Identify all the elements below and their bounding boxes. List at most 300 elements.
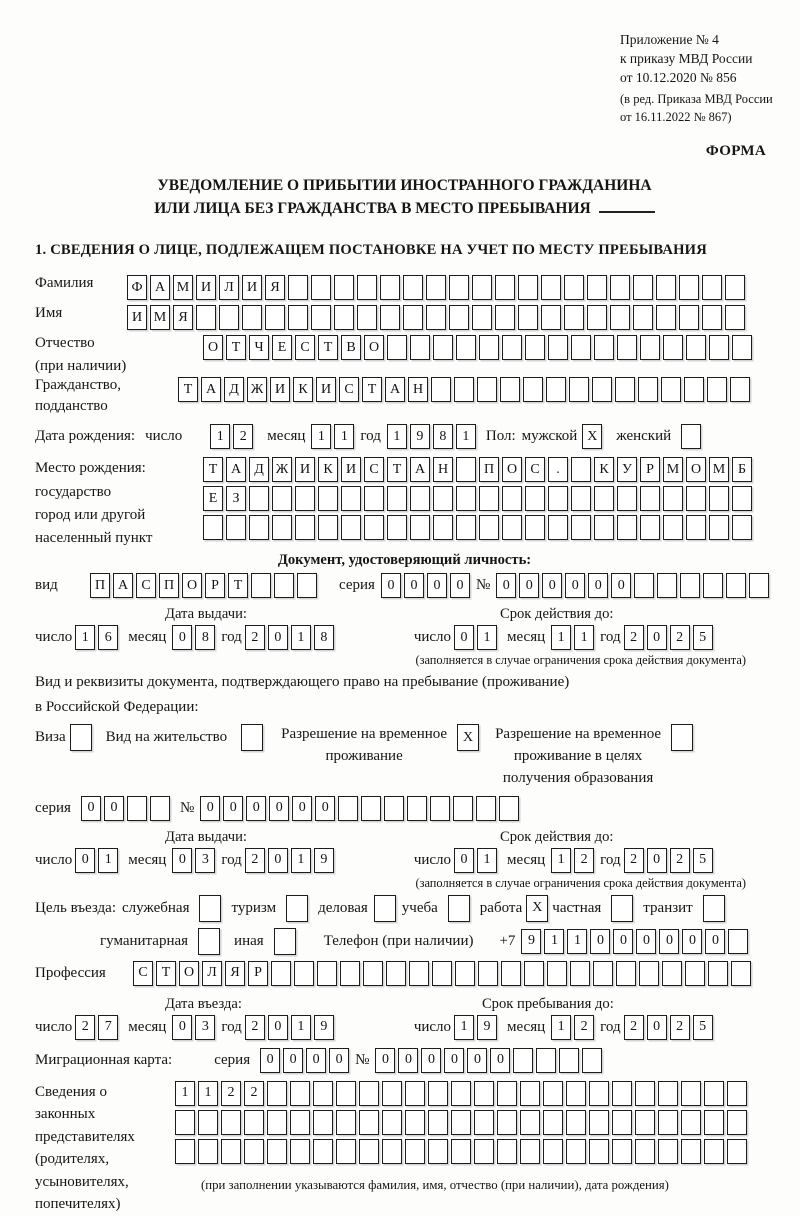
char-cell[interactable]: [433, 515, 453, 540]
char-cell[interactable]: [267, 1110, 287, 1135]
char-cell[interactable]: 7: [98, 1015, 118, 1040]
char-cell[interactable]: 0: [172, 1015, 192, 1040]
char-cell[interactable]: 0: [223, 796, 243, 821]
char-cell[interactable]: [387, 486, 407, 511]
char-cell[interactable]: 1: [98, 848, 118, 873]
char-cell[interactable]: [679, 305, 699, 330]
phone-field[interactable]: [521, 929, 748, 954]
char-cell[interactable]: Т: [362, 377, 382, 402]
char-cell[interactable]: [474, 1110, 494, 1135]
char-cell[interactable]: [430, 796, 450, 821]
char-cell[interactable]: [272, 486, 292, 511]
sex-female-checkbox[interactable]: [681, 424, 701, 449]
char-cell[interactable]: 0: [565, 573, 585, 598]
char-cell[interactable]: [290, 1139, 310, 1164]
char-cell[interactable]: [617, 486, 637, 511]
char-cell[interactable]: [295, 486, 315, 511]
char-cell[interactable]: [203, 515, 223, 540]
char-cell[interactable]: Я: [225, 961, 245, 986]
char-cell[interactable]: [684, 377, 704, 402]
char-cell[interactable]: [594, 486, 614, 511]
char-cell[interactable]: [384, 796, 404, 821]
char-cell[interactable]: [380, 275, 400, 300]
char-cell[interactable]: [663, 515, 683, 540]
char-cell[interactable]: [500, 377, 520, 402]
char-cell[interactable]: [546, 377, 566, 402]
purpose-transit-checkbox[interactable]: [703, 895, 725, 922]
char-cell[interactable]: 0: [268, 625, 288, 650]
char-cell[interactable]: [547, 961, 567, 986]
char-cell[interactable]: [455, 961, 475, 986]
char-cell[interactable]: [221, 1110, 241, 1135]
char-cell[interactable]: А: [226, 457, 246, 482]
char-cell[interactable]: 9: [314, 848, 334, 873]
char-cell[interactable]: [658, 1081, 678, 1106]
char-cell[interactable]: [432, 961, 452, 986]
char-cell[interactable]: [267, 1139, 287, 1164]
char-cell[interactable]: 0: [200, 796, 220, 821]
char-cell[interactable]: [297, 573, 317, 598]
char-cell[interactable]: [175, 1139, 195, 1164]
char-cell[interactable]: Т: [178, 377, 198, 402]
char-cell[interactable]: [726, 573, 746, 598]
identity-series-field[interactable]: [381, 573, 470, 598]
char-cell[interactable]: [410, 335, 430, 360]
char-cell[interactable]: [403, 275, 423, 300]
char-cell[interactable]: 0: [268, 1015, 288, 1040]
residence-series-field[interactable]: [81, 796, 170, 821]
char-cell[interactable]: 5: [693, 1015, 713, 1040]
char-cell[interactable]: [226, 515, 246, 540]
char-cell[interactable]: [290, 1110, 310, 1135]
char-cell[interactable]: [267, 1081, 287, 1106]
char-cell[interactable]: [290, 1081, 310, 1106]
char-cell[interactable]: М: [173, 275, 193, 300]
char-cell[interactable]: [334, 305, 354, 330]
char-cell[interactable]: М: [150, 305, 170, 330]
char-cell[interactable]: [704, 1139, 724, 1164]
char-cell[interactable]: С: [339, 377, 359, 402]
char-cell[interactable]: 1: [544, 929, 564, 954]
char-cell[interactable]: 2: [574, 848, 594, 873]
char-cell[interactable]: Д: [224, 377, 244, 402]
char-cell[interactable]: [707, 377, 727, 402]
identity-issue-day[interactable]: [75, 625, 118, 650]
char-cell[interactable]: Н: [408, 377, 428, 402]
char-cell[interactable]: 0: [172, 625, 192, 650]
char-cell[interactable]: [453, 796, 473, 821]
char-cell[interactable]: О: [182, 573, 202, 598]
char-cell[interactable]: [405, 1139, 425, 1164]
char-cell[interactable]: 0: [246, 796, 266, 821]
char-cell[interactable]: [681, 1081, 701, 1106]
char-cell[interactable]: [589, 1110, 609, 1135]
char-cell[interactable]: [409, 961, 429, 986]
char-cell[interactable]: [497, 1139, 517, 1164]
char-cell[interactable]: 0: [454, 625, 474, 650]
char-cell[interactable]: 1: [311, 424, 331, 449]
char-cell[interactable]: 1: [574, 625, 594, 650]
residence-issue-year[interactable]: [245, 848, 334, 873]
char-cell[interactable]: 0: [306, 1048, 326, 1073]
char-cell[interactable]: [615, 377, 635, 402]
char-cell[interactable]: [709, 335, 729, 360]
edu-permit-checkbox[interactable]: [671, 724, 693, 751]
char-cell[interactable]: [336, 1081, 356, 1106]
residence-valid-month[interactable]: [551, 848, 594, 873]
patronymic-field[interactable]: [203, 335, 752, 360]
birth-place-row1[interactable]: [203, 457, 752, 482]
char-cell[interactable]: П: [90, 573, 110, 598]
char-cell[interactable]: [479, 335, 499, 360]
char-cell[interactable]: 0: [519, 573, 539, 598]
char-cell[interactable]: 2: [245, 1015, 265, 1040]
char-cell[interactable]: О: [203, 335, 223, 360]
char-cell[interactable]: У: [617, 457, 637, 482]
char-cell[interactable]: 0: [444, 1048, 464, 1073]
birth-year-field[interactable]: [387, 424, 476, 449]
stay-until-month[interactable]: [551, 1015, 594, 1040]
char-cell[interactable]: К: [293, 377, 313, 402]
char-cell[interactable]: К: [594, 457, 614, 482]
residence-issue-month[interactable]: [172, 848, 215, 873]
char-cell[interactable]: [454, 377, 474, 402]
char-cell[interactable]: О: [364, 335, 384, 360]
char-cell[interactable]: 8: [195, 625, 215, 650]
identity-kind-field[interactable]: [90, 573, 317, 598]
identity-number-field[interactable]: [496, 573, 769, 598]
char-cell[interactable]: 1: [175, 1081, 195, 1106]
char-cell[interactable]: [635, 1081, 655, 1106]
char-cell[interactable]: [571, 335, 591, 360]
char-cell[interactable]: [403, 305, 423, 330]
char-cell[interactable]: Т: [318, 335, 338, 360]
char-cell[interactable]: [196, 305, 216, 330]
char-cell[interactable]: П: [159, 573, 179, 598]
char-cell[interactable]: [658, 1139, 678, 1164]
char-cell[interactable]: [702, 305, 722, 330]
char-cell[interactable]: С: [136, 573, 156, 598]
char-cell[interactable]: [295, 515, 315, 540]
char-cell[interactable]: 0: [490, 1048, 510, 1073]
char-cell[interactable]: 1: [567, 929, 587, 954]
char-cell[interactable]: [318, 515, 338, 540]
temp-permit-checkbox[interactable]: X: [457, 724, 479, 751]
char-cell[interactable]: [635, 1110, 655, 1135]
char-cell[interactable]: И: [270, 377, 290, 402]
char-cell[interactable]: Н: [433, 457, 453, 482]
char-cell[interactable]: [640, 486, 660, 511]
char-cell[interactable]: [426, 275, 446, 300]
char-cell[interactable]: 0: [268, 848, 288, 873]
char-cell[interactable]: [317, 961, 337, 986]
char-cell[interactable]: [198, 1139, 218, 1164]
char-cell[interactable]: А: [410, 457, 430, 482]
residence-issue-day[interactable]: [75, 848, 118, 873]
char-cell[interactable]: [472, 305, 492, 330]
char-cell[interactable]: [497, 1110, 517, 1135]
char-cell[interactable]: Т: [228, 573, 248, 598]
char-cell[interactable]: Е: [272, 335, 292, 360]
char-cell[interactable]: [617, 335, 637, 360]
char-cell[interactable]: [477, 377, 497, 402]
char-cell[interactable]: [727, 1081, 747, 1106]
char-cell[interactable]: [497, 1081, 517, 1106]
char-cell[interactable]: [479, 486, 499, 511]
char-cell[interactable]: О: [179, 961, 199, 986]
char-cell[interactable]: 2: [221, 1081, 241, 1106]
char-cell[interactable]: Р: [205, 573, 225, 598]
char-cell[interactable]: [703, 573, 723, 598]
char-cell[interactable]: [543, 1081, 563, 1106]
char-cell[interactable]: А: [113, 573, 133, 598]
char-cell[interactable]: [410, 515, 430, 540]
char-cell[interactable]: 0: [659, 929, 679, 954]
char-cell[interactable]: [357, 305, 377, 330]
char-cell[interactable]: С: [133, 961, 153, 986]
char-cell[interactable]: [662, 961, 682, 986]
char-cell[interactable]: [612, 1139, 632, 1164]
char-cell[interactable]: 2: [624, 625, 644, 650]
char-cell[interactable]: [536, 1048, 556, 1073]
char-cell[interactable]: [244, 1110, 264, 1135]
char-cell[interactable]: [474, 1139, 494, 1164]
char-cell[interactable]: [582, 1048, 602, 1073]
char-cell[interactable]: 2: [574, 1015, 594, 1040]
char-cell[interactable]: [336, 1110, 356, 1135]
char-cell[interactable]: [524, 961, 544, 986]
char-cell[interactable]: 0: [292, 796, 312, 821]
migration-series-field[interactable]: [260, 1048, 349, 1073]
char-cell[interactable]: [456, 515, 476, 540]
purpose-other-checkbox[interactable]: [274, 928, 296, 955]
char-cell[interactable]: [340, 961, 360, 986]
char-cell[interactable]: [571, 486, 591, 511]
identity-valid-day[interactable]: [454, 625, 497, 650]
char-cell[interactable]: 2: [233, 424, 253, 449]
char-cell[interactable]: 0: [588, 573, 608, 598]
char-cell[interactable]: [594, 335, 614, 360]
char-cell[interactable]: [265, 305, 285, 330]
char-cell[interactable]: [635, 1139, 655, 1164]
char-cell[interactable]: [594, 515, 614, 540]
char-cell[interactable]: [566, 1110, 586, 1135]
char-cell[interactable]: О: [502, 457, 522, 482]
char-cell[interactable]: [359, 1139, 379, 1164]
char-cell[interactable]: [541, 305, 561, 330]
char-cell[interactable]: 0: [260, 1048, 280, 1073]
char-cell[interactable]: [478, 961, 498, 986]
char-cell[interactable]: [407, 796, 427, 821]
char-cell[interactable]: [749, 573, 769, 598]
char-cell[interactable]: О: [686, 457, 706, 482]
purpose-work-checkbox[interactable]: X: [526, 895, 548, 922]
char-cell[interactable]: [405, 1081, 425, 1106]
char-cell[interactable]: [686, 335, 706, 360]
char-cell[interactable]: [175, 1110, 195, 1135]
identity-issue-year[interactable]: [245, 625, 334, 650]
char-cell[interactable]: 0: [647, 1015, 667, 1040]
purpose-official-checkbox[interactable]: [199, 895, 221, 922]
char-cell[interactable]: А: [385, 377, 405, 402]
char-cell[interactable]: Е: [203, 486, 223, 511]
char-cell[interactable]: [495, 275, 515, 300]
identity-valid-year[interactable]: [624, 625, 713, 650]
firstname-field[interactable]: [127, 305, 745, 330]
char-cell[interactable]: [251, 573, 271, 598]
citizenship-field[interactable]: [178, 377, 750, 402]
char-cell[interactable]: 0: [647, 848, 667, 873]
char-cell[interactable]: 2: [245, 625, 265, 650]
char-cell[interactable]: Я: [265, 275, 285, 300]
char-cell[interactable]: 1: [334, 424, 354, 449]
char-cell[interactable]: 1: [551, 1015, 571, 1040]
char-cell[interactable]: Т: [387, 457, 407, 482]
char-cell[interactable]: [472, 275, 492, 300]
char-cell[interactable]: [610, 275, 630, 300]
char-cell[interactable]: [456, 457, 476, 482]
char-cell[interactable]: 0: [329, 1048, 349, 1073]
representatives-row2[interactable]: [175, 1110, 747, 1135]
char-cell[interactable]: [380, 305, 400, 330]
char-cell[interactable]: 1: [198, 1081, 218, 1106]
char-cell[interactable]: [318, 486, 338, 511]
char-cell[interactable]: [525, 335, 545, 360]
char-cell[interactable]: [405, 1110, 425, 1135]
char-cell[interactable]: [525, 486, 545, 511]
char-cell[interactable]: [428, 1139, 448, 1164]
char-cell[interactable]: Т: [203, 457, 223, 482]
char-cell[interactable]: 0: [647, 625, 667, 650]
char-cell[interactable]: [680, 573, 700, 598]
char-cell[interactable]: З: [226, 486, 246, 511]
char-cell[interactable]: Р: [248, 961, 268, 986]
char-cell[interactable]: [382, 1139, 402, 1164]
entry-year[interactable]: [245, 1015, 334, 1040]
char-cell[interactable]: [271, 961, 291, 986]
char-cell[interactable]: [336, 1139, 356, 1164]
char-cell[interactable]: [661, 377, 681, 402]
char-cell[interactable]: [640, 515, 660, 540]
char-cell[interactable]: 1: [551, 848, 571, 873]
char-cell[interactable]: [334, 275, 354, 300]
char-cell[interactable]: [612, 1081, 632, 1106]
char-cell[interactable]: 0: [81, 796, 101, 821]
char-cell[interactable]: 2: [244, 1081, 264, 1106]
char-cell[interactable]: [704, 1110, 724, 1135]
purpose-tourism-checkbox[interactable]: [286, 895, 308, 922]
char-cell[interactable]: [564, 305, 584, 330]
char-cell[interactable]: И: [127, 305, 147, 330]
char-cell[interactable]: [428, 1081, 448, 1106]
char-cell[interactable]: И: [295, 457, 315, 482]
char-cell[interactable]: 1: [291, 848, 311, 873]
char-cell[interactable]: [543, 1139, 563, 1164]
char-cell[interactable]: 1: [477, 625, 497, 650]
char-cell[interactable]: [663, 335, 683, 360]
char-cell[interactable]: Л: [219, 275, 239, 300]
purpose-humanitarian-checkbox[interactable]: [198, 928, 220, 955]
char-cell[interactable]: 2: [245, 848, 265, 873]
char-cell[interactable]: [294, 961, 314, 986]
char-cell[interactable]: 9: [314, 1015, 334, 1040]
char-cell[interactable]: [571, 515, 591, 540]
char-cell[interactable]: [272, 515, 292, 540]
char-cell[interactable]: [616, 961, 636, 986]
migration-number-field[interactable]: [375, 1048, 602, 1073]
residence-number-field[interactable]: [200, 796, 519, 821]
char-cell[interactable]: [451, 1081, 471, 1106]
char-cell[interactable]: [502, 335, 522, 360]
char-cell[interactable]: 2: [670, 1015, 690, 1040]
birth-place-row3[interactable]: [203, 515, 752, 540]
char-cell[interactable]: 0: [613, 929, 633, 954]
char-cell[interactable]: [313, 1081, 333, 1106]
char-cell[interactable]: Л: [202, 961, 222, 986]
char-cell[interactable]: [638, 377, 658, 402]
char-cell[interactable]: [520, 1081, 540, 1106]
char-cell[interactable]: [249, 486, 269, 511]
char-cell[interactable]: [150, 796, 170, 821]
char-cell[interactable]: [341, 515, 361, 540]
surname-field[interactable]: [127, 275, 745, 300]
char-cell[interactable]: [566, 1081, 586, 1106]
identity-issue-month[interactable]: [172, 625, 215, 650]
char-cell[interactable]: 0: [381, 573, 401, 598]
char-cell[interactable]: [633, 275, 653, 300]
char-cell[interactable]: 0: [172, 848, 192, 873]
char-cell[interactable]: [587, 305, 607, 330]
char-cell[interactable]: Ч: [249, 335, 269, 360]
char-cell[interactable]: [364, 486, 384, 511]
char-cell[interactable]: [728, 929, 748, 954]
char-cell[interactable]: 2: [670, 625, 690, 650]
char-cell[interactable]: Д: [249, 457, 269, 482]
char-cell[interactable]: [548, 335, 568, 360]
char-cell[interactable]: [566, 1139, 586, 1164]
char-cell[interactable]: [479, 515, 499, 540]
char-cell[interactable]: [686, 515, 706, 540]
entry-month[interactable]: [172, 1015, 215, 1040]
char-cell[interactable]: Т: [156, 961, 176, 986]
char-cell[interactable]: 1: [75, 625, 95, 650]
char-cell[interactable]: [359, 1081, 379, 1106]
char-cell[interactable]: [686, 486, 706, 511]
char-cell[interactable]: [617, 515, 637, 540]
char-cell[interactable]: [242, 305, 262, 330]
char-cell[interactable]: [520, 1139, 540, 1164]
char-cell[interactable]: И: [316, 377, 336, 402]
char-cell[interactable]: [564, 275, 584, 300]
birth-place-row2[interactable]: [203, 486, 752, 511]
char-cell[interactable]: В: [341, 335, 361, 360]
char-cell[interactable]: 0: [104, 796, 124, 821]
representatives-row1[interactable]: [175, 1081, 747, 1106]
char-cell[interactable]: 2: [624, 848, 644, 873]
char-cell[interactable]: [633, 305, 653, 330]
char-cell[interactable]: [456, 486, 476, 511]
char-cell[interactable]: [569, 377, 589, 402]
char-cell[interactable]: [288, 305, 308, 330]
char-cell[interactable]: [433, 335, 453, 360]
char-cell[interactable]: [387, 335, 407, 360]
char-cell[interactable]: [709, 486, 729, 511]
char-cell[interactable]: 0: [75, 848, 95, 873]
sex-male-checkbox[interactable]: X: [582, 424, 602, 449]
char-cell[interactable]: [681, 1110, 701, 1135]
char-cell[interactable]: 0: [375, 1048, 395, 1073]
char-cell[interactable]: 0: [269, 796, 289, 821]
